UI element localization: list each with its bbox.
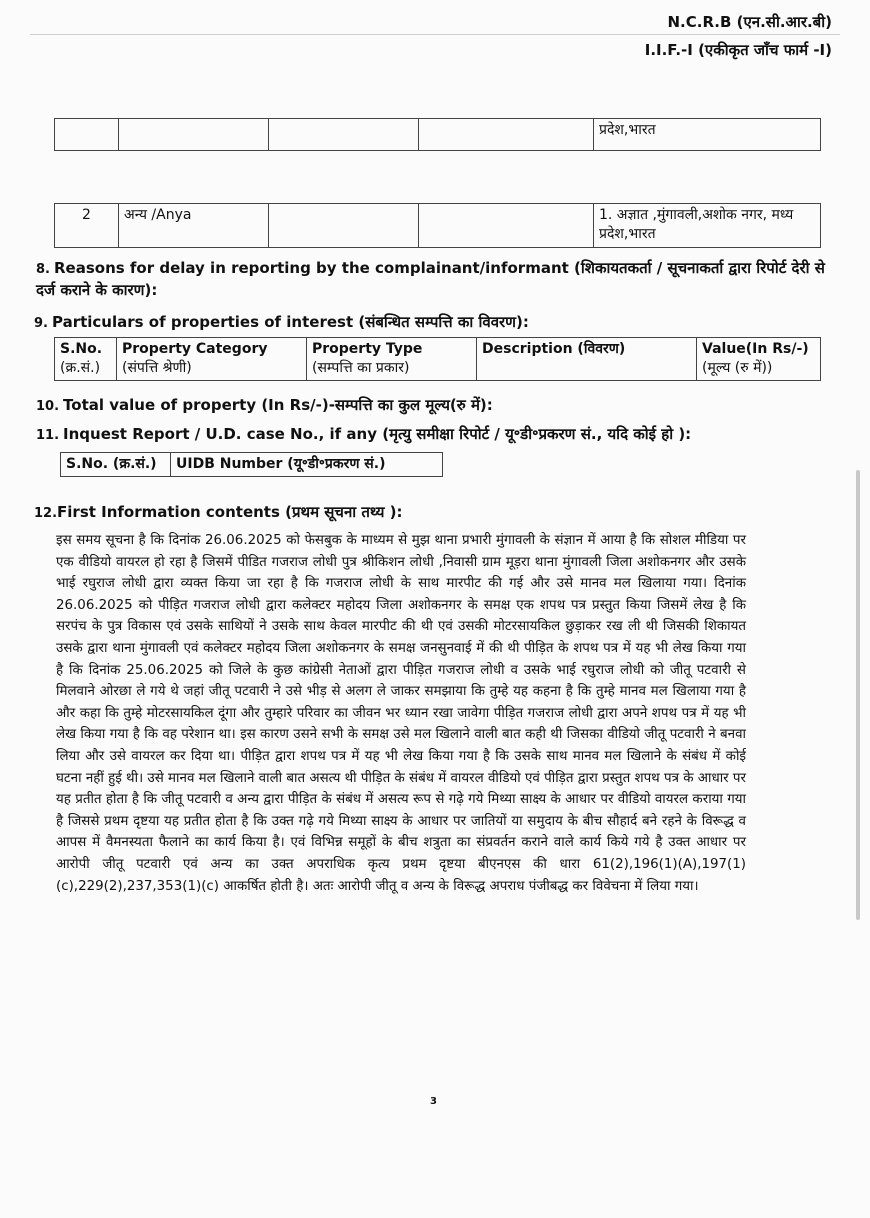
first-information-body: इस समय सूचना है कि दिनांक 26.06.2025 को फेसबुक के माध्यम से मुझ थाना प्रभारी मुंगावली के संज्ञान में आया है कि सोशल मीडिया पर एक वीडियो वायरल हो रहा है जिसमें पीडित गजराज लोधी पुत्र श्रीकिशन लोधी ,निवासी ग्राम मूड़रा थाना मुंगावली जिला अशोकनगर और उसके भाई रघुराज लोधी द्वारा व्यक्त किया जा रहा है कि गजराज लोधी के साथ मारपीट की गई और उसे मानव मल खिलाया गया। दिनांक 26.06.2025 को पीड़ित गजराज लोधी द्वारा कलेक्टर महोदय जिला अशोकनगर के समक्ष एक शपथ पत्र प्रस्तुत किया जिसमें लेख है कि सरपंच के पुत्र विकास एवं उसके साथियों ने उसके साथ केवल मारपीट की थी एवं उसकी मोटरसायकिल छुड़ाकर रख ली थी जिसकी शिकायत उसके द्वारा थाना मुंगावली एवं कलेक्टर महोदय जिला अशोकनगर के समक्ष जनसुनवाई में की थी पीड़ित के शपथ पत्र में यह भी लेख किया गया है कि दिनांक 25.06.2025 को जिले के कुछ कांग्रेसी नेताओं द्वारा पीड़ित गजराज लोधी व उसके भाई रघुराज लोधी को जीतू पटवारी से मिलवाने ओरछा ले गये थे जहां जीतू पटवारी ने उसे भीड़ से अलग ले जाकर समझाया कि तुम्हे यह कहना है कि तुम्हे मानव मल खिलाया गया है और कहा कि तुम्हे मोटरसायकिल दूंगा और तुम्हारे परिवार का जीवन भर ध्यान रखा जावेगा पीड़ित गजराज लोधी द्वारा अपने शपथ पत्र में यह भी लेख किया गया है कि वह परेशान था। इस कारण उसने सभी के समक्ष उसे मल खिलाने वाली बात कही थी जिसका वीडियो जीतू पटवारी ने बनवा लिया और उसे वायरल कर दिया था। पीड़ित द्वारा शपथ पत्र में यह भी लेख किया गया है कि उसके साथ मानव मल खिलाने के संबंध में कोई घटना नहीं हुई थी। उसे मानव मल खिलाने वाली बात असत्य थी पीड़ित के संबंध में वायरल वीडियो एवं पीड़ित द्वारा प्रस्तुत शपथ पत्र के आधार पर यह प्रतीत होता है कि जीतू पटवारी व अन्य द्वारा पीड़ित के संबंध में असत्य रूप से गढ़े गये मिथ्या साक्ष्य के आधार पर वीडियो वायरल कराया गया है जिससे प्रथम दृष्टया यह प्रतीत होता है कि उक्त गढ़े गये मिथ्या साक्ष्य के आधार पर जातियों या समुदाय के बीच सौहार्द बने रहने के विरूद्ध व आपस में वैमनस्यता फैलाने का कार्य किया है। एवं विभिन्न समूहों के बीच शत्रुता का संप्रवर्तन कराने वाले कार्य किये गये है उक्त आधार पर आरोपी जीतू पटवारी एवं अन्य का उक्त अपराधिक कृत्य प्रथम दृष्टया बीएनएस की धारा 61(2),196(1)(A),197(1)(c),229(2),237,353(1)(c) आकर्षित होती है। अतः आरोपी जीतू व अन्य के विरूद्ध अपराध पंजीबद्ध कर विवेचना में लिया गया।	[56, 533, 746, 894]
address-cell: 1. अज्ञात ,मुंगावली,अशोक नगर, मध्य प्रदेश,भारत	[594, 204, 821, 248]
section-11-heading: Inquest Report / U.D. case No., if any (मृत्यु समीक्षा रिपोर्ट / यू॰डी॰प्रकरण सं., यदि कोई हो ):	[63, 425, 692, 443]
table-row	[55, 119, 821, 151]
property-table	[54, 337, 821, 381]
inquest-table	[60, 452, 443, 477]
table-cell	[419, 119, 594, 151]
header-value: Value(In Rs/-) (मूल्य (रु में))	[697, 338, 821, 381]
section-11	[36, 424, 836, 446]
header-divider	[30, 34, 840, 35]
table-cell	[55, 119, 119, 151]
accused-table-continued	[54, 118, 821, 151]
address-cell: प्रदेश,भारत	[594, 119, 821, 151]
iif-form-title: I.I.F.-I (एकीकृत जाँच फार्म -I)	[644, 41, 832, 59]
table-cell	[269, 119, 419, 151]
section-12	[34, 502, 824, 524]
table-cell	[119, 119, 269, 151]
header-sno: S.No. (क्र.सं.)	[55, 338, 117, 381]
page-number: 3	[430, 1096, 437, 1107]
accused-table-row-2	[54, 203, 821, 248]
section-10-heading: Total value of property (In Rs/-)-सम्पत्ति का कुल मूल्य(रु में):	[63, 396, 493, 414]
header-property-category: Property Category (संपत्ति श्रेणी)	[117, 338, 307, 381]
section-9	[34, 312, 824, 334]
section-12-heading: First Information contents (प्रथम सूचना तथ्य ):	[57, 503, 403, 521]
section-number: 10.	[36, 399, 60, 414]
section-9-heading: Particulars of properties of interest (संबन्धित सम्पत्ति का विवरण):	[51, 313, 529, 331]
section-number: 8.	[36, 262, 50, 277]
section-number: 9.	[34, 316, 48, 331]
scrollbar[interactable]	[856, 470, 860, 920]
sno-cell: 2	[55, 204, 119, 248]
header-property-type: Property Type (सम्पत्ति का प्रकार)	[307, 338, 477, 381]
section-number: 12.	[34, 506, 58, 521]
header-description: Description (विवरण)	[477, 338, 697, 381]
header-sno: S.No. (क्र.सं.)	[61, 453, 171, 477]
header-uidb-number: UIDB Number (यू॰डी॰प्रकरण सं.)	[171, 453, 443, 477]
table-row	[55, 204, 821, 248]
section-number: 11.	[36, 428, 60, 443]
table-cell	[419, 204, 594, 248]
section-10	[36, 395, 826, 417]
section-8-heading: Reasons for delay in reporting by the complainant/informant (शिकायतकर्ता / सूचनाकर्ता द्वारा रिपोर्ट देरी से दर्ज कराने के कारण):	[36, 259, 825, 299]
name-cell: अन्य /Anya	[119, 204, 269, 248]
table-header-row	[55, 338, 821, 381]
ncrb-header: N.C.R.B (एन.सी.आर.बी)	[667, 13, 832, 31]
table-header-row	[61, 453, 443, 477]
table-cell	[269, 204, 419, 248]
section-8	[36, 258, 826, 300]
